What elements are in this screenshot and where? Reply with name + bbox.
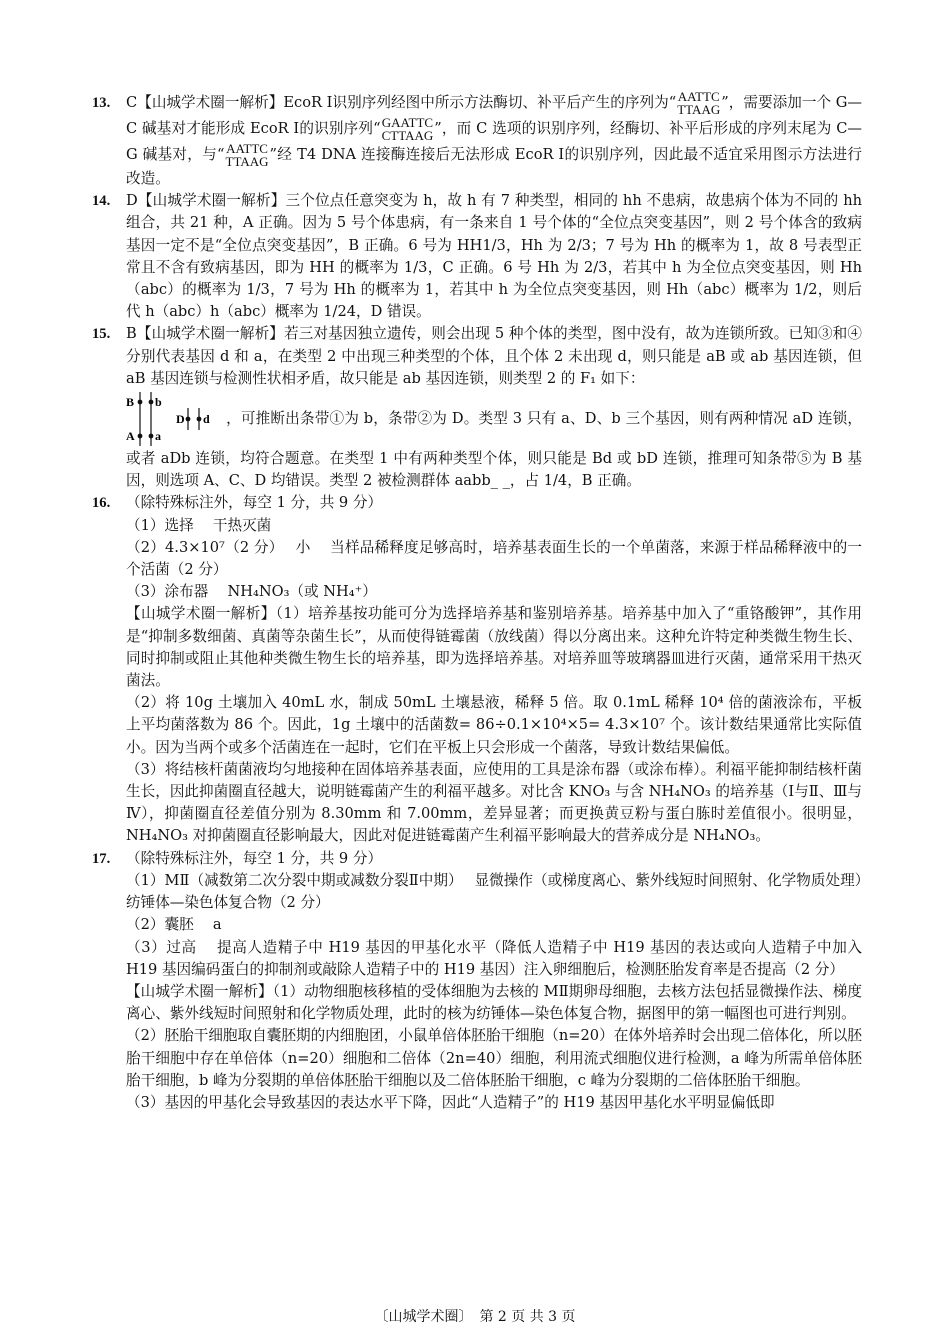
answer-16-line3: （3）涂布器 NH₄NO₃（或 NH₄⁺） xyxy=(126,583,377,601)
analysis-17-part1: 【山城学术圈一解析】（1）动物细胞核移植的受体细胞为去核的 MⅡ期卵母细胞，去核方法包括显微操作法、梯度离心、紫外线短时间照射和化学物质处理，此时的核为纺锤体—染色体复合物，据图甲的第一幅图也可进行判别。 xyxy=(126,982,862,1023)
answer-content xyxy=(92,89,882,1114)
answer-15-cont xyxy=(92,390,862,492)
allele-b: b xyxy=(155,395,162,410)
allele-d: d xyxy=(203,412,210,427)
score-note: （除特殊标注外，每空 1 分，共 9 分） xyxy=(126,494,383,512)
question-number: 15. xyxy=(92,326,111,343)
answer-text: ，可推断出条带①为 b，条带②为 D。类型 3 只有 a、D、b 三个基因，则有两种情况 aD 连锁，或者 aDb 连锁，均符合题意。在类型 1 中有两种类型个体，则只能是 Bd 或 bD 连锁，推理可知条带⑤为 B 基因，则选项 A、C、D 均错误。类型 2 被检测群体 aabb_ _，占 1/4，B 正确。 xyxy=(126,410,862,490)
answer-15 xyxy=(92,323,862,390)
answer-text: D【山城学术圈一解析】三个位点任意突变为 h，故 h 有 7 种类型，相同的 hh 不患病，故患病个体为不同的 hh 组合，共 21 种，A 正确。因为 5 号个体患病，有一条来自 1 号个体的“全位点突变基因”，则 2 号个体含的致病基因一定不是“全位点突变基因”，B 正确。6 号为 HH1/3，Hh 为 2/3；7 号为 Hh 的概率为 1，故 8 号表型正常且不含有致病基因，即为 HH 的概率为 1/3，C 正确。6 号 Hh 为 2/3，若其中 h 为全位点突变基因，则 Hh（abc）的概率为 1/3，7 号为 Hh 的概率为 1，若其中 h 为全位点突变基因，则 Hh（abc）概率为 1/2，则后代 h（abc）h（abc）概率为 1/24，D 错误。 xyxy=(126,192,862,321)
analysis-16-part3: （3）将结核杆菌菌液均匀地接种在固体培养基表面，应使用的工具是涂布器（或涂布棒）。利福平能抑制结核杆菌生长，因此抑菌圈直径越大，说明链霉菌产生的利福平越多。对比含 KNO₃ 与含 NH₄NO₃ 的培养基（Ⅰ与Ⅱ、Ⅲ与Ⅳ），抑菌圈直径差值分别为 8.30mm 和 7.00mm，差异显著；而更换黄豆粉与蛋白胨时差值很小。很明显，NH₄NO₃ 对抑菌圈直径影响最大，因此对促进链霉菌产生利福平影响最大的营养成分是 NH₄NO₃。 xyxy=(126,760,862,845)
analysis-16-part1: 【山城学术圈一解析】（1）培养基按功能可分为选择培养基和鉴别培养基。培养基中加入了“重铬酸钾”，其作用是“抑制多数细菌、真菌等杂菌生长”，从而使得链霉菌（放线菌）得以分离出来。这种允许特定种类微生物生长、同时抑制或阻止其他种类微生物生长的培养基，即为选择培养基。对培养皿等玻璃器皿进行灭菌，通常采用干热灭菌法。 xyxy=(126,605,862,690)
page-footer: 〔山城学术圈〕 第 2 页 共 3 页 xyxy=(374,1309,576,1325)
answer-16-line1: （1）选择 干热灭菌 xyxy=(126,516,272,534)
answer-17-head xyxy=(92,848,862,870)
answer-16-line2: （2）4.3×10⁷（2 分） 小 当样品稀释度足够高时，培养基表面生长的一个单菌落，来源于样品稀释液中的一个活菌（2 分） xyxy=(126,538,862,579)
sequence-bottom: TTAAG xyxy=(677,102,721,117)
sequence-top: AATTC xyxy=(226,141,268,156)
sequence-stack xyxy=(226,142,269,168)
answer-text: C【山城学术圈一解析】EcoR Ⅰ识别序列经图中所示方法酶切、补平后产生的序列为“ xyxy=(126,94,677,111)
answer-13 xyxy=(92,90,862,190)
question-number: 14. xyxy=(92,193,111,210)
sequence-bottom: TTAAG xyxy=(225,154,269,169)
score-note: （除特殊标注外，每空 1 分，共 9 分） xyxy=(126,849,383,867)
question-number: 13. xyxy=(92,95,111,111)
answer-17-line1: （1）MⅡ（减数第二次分裂中期或减数分裂Ⅱ中期） 显微操作（或梯度离心、紫外线短时间照射、化学物质处理） 纺锤体—染色体复合物（2 分） xyxy=(126,871,882,912)
allele-D: D xyxy=(176,412,185,427)
answer-text: B【山城学术圈一解析】若三对基因独立遗传，则会出现 5 种个体的类型，图中没有，故为连锁所致。已知③和④分别代表基因 d 和 a，在类型 2 中出现三种类型的个体，且个体 2 未出现 d，则只能是 aB 或 ab 基因连锁，但 aB 基因连锁与检测性状相矛盾，故只能是 ab 基因连锁，则类型 2 的 F₁ 如下： xyxy=(126,325,862,387)
answer-14 xyxy=(92,190,862,323)
answer-text: ”经 T4 DNA 连接酶连接后无法形成 EcoR Ⅰ的识别序列，因此最不适宜采用图示方法进行改造。 xyxy=(126,146,862,187)
answer-16-head xyxy=(92,492,862,514)
analysis-17-part3: （3）基因的甲基化会导致基因的表达水平下降，因此“人造精子”的 H19 基因甲基化水平明显偏低即 xyxy=(126,1093,775,1111)
question-number: 16. xyxy=(92,495,111,512)
answer-17-line3: （3）过高 提高人造精子中 H19 基因的甲基化水平（降低人造精子中 H19 基因的表达或向人造精子中加入 H19 基因编码蛋白的抑制剂或敲除人造精子中的 H19 基因）注入卵细胞后，检测胚胎发育率是否提高（2 分） xyxy=(126,938,862,978)
allele-a: a xyxy=(155,429,161,444)
answer-17-line2: （2）囊胚 a xyxy=(126,916,222,934)
sequence-top: GAATTC xyxy=(381,115,434,130)
question-number: 17. xyxy=(92,850,111,867)
analysis-16-part2: （2）将 10g 土壤加入 40mL 水，制成 50mL 土壤悬液，稀释 5 倍。取 0.1mL 稀释 10⁴ 倍的菌液涂布，平板上平均菌落数为 86 个。因此，1g 土壤中的活菌数= 86÷0.1×10⁴×5= 4.3×10⁷ 个。该计数结果通常比实际值小。因为当两个或多个活菌连在一起时，它们在平板上只会形成一个菌落，导致计数结果偏低。 xyxy=(126,694,862,756)
answer-text: ”，需要添加一个 G—C 碱基对才能形成 EcoR Ⅰ的识别序列“ xyxy=(126,94,862,137)
answer-text: ”，而 C 选项的识别序列，经酶切、补平后形成的序列末尾为 C—G 碱基对，与“ xyxy=(126,120,862,163)
sequence-stack xyxy=(382,116,434,142)
sequence-top: AATTC xyxy=(677,89,720,104)
sequence-stack xyxy=(677,90,720,116)
sequence-bottom: CTTAAG xyxy=(381,128,434,143)
analysis-17-part2: （2）胚胎干细胞取自囊胚期的内细胞团，小鼠单倍体胚胎干细胞（n=20）在体外培养时会出现二倍体化，所以胚胎干细胞中存在单倍体（n=20）细胞和二倍体（2n=40）细胞，利用流式细胞仪进行检测，a 峰为所需单倍体胚胎干细胞，b 峰为分裂期的单倍体胚胎干细胞以及二倍体胚胎干细胞，c 峰为分裂期的二倍体胚胎干细胞。 xyxy=(126,1027,862,1089)
chromosome-diagram xyxy=(126,390,222,448)
allele-A: A xyxy=(126,429,135,444)
allele-B: B xyxy=(126,395,135,410)
